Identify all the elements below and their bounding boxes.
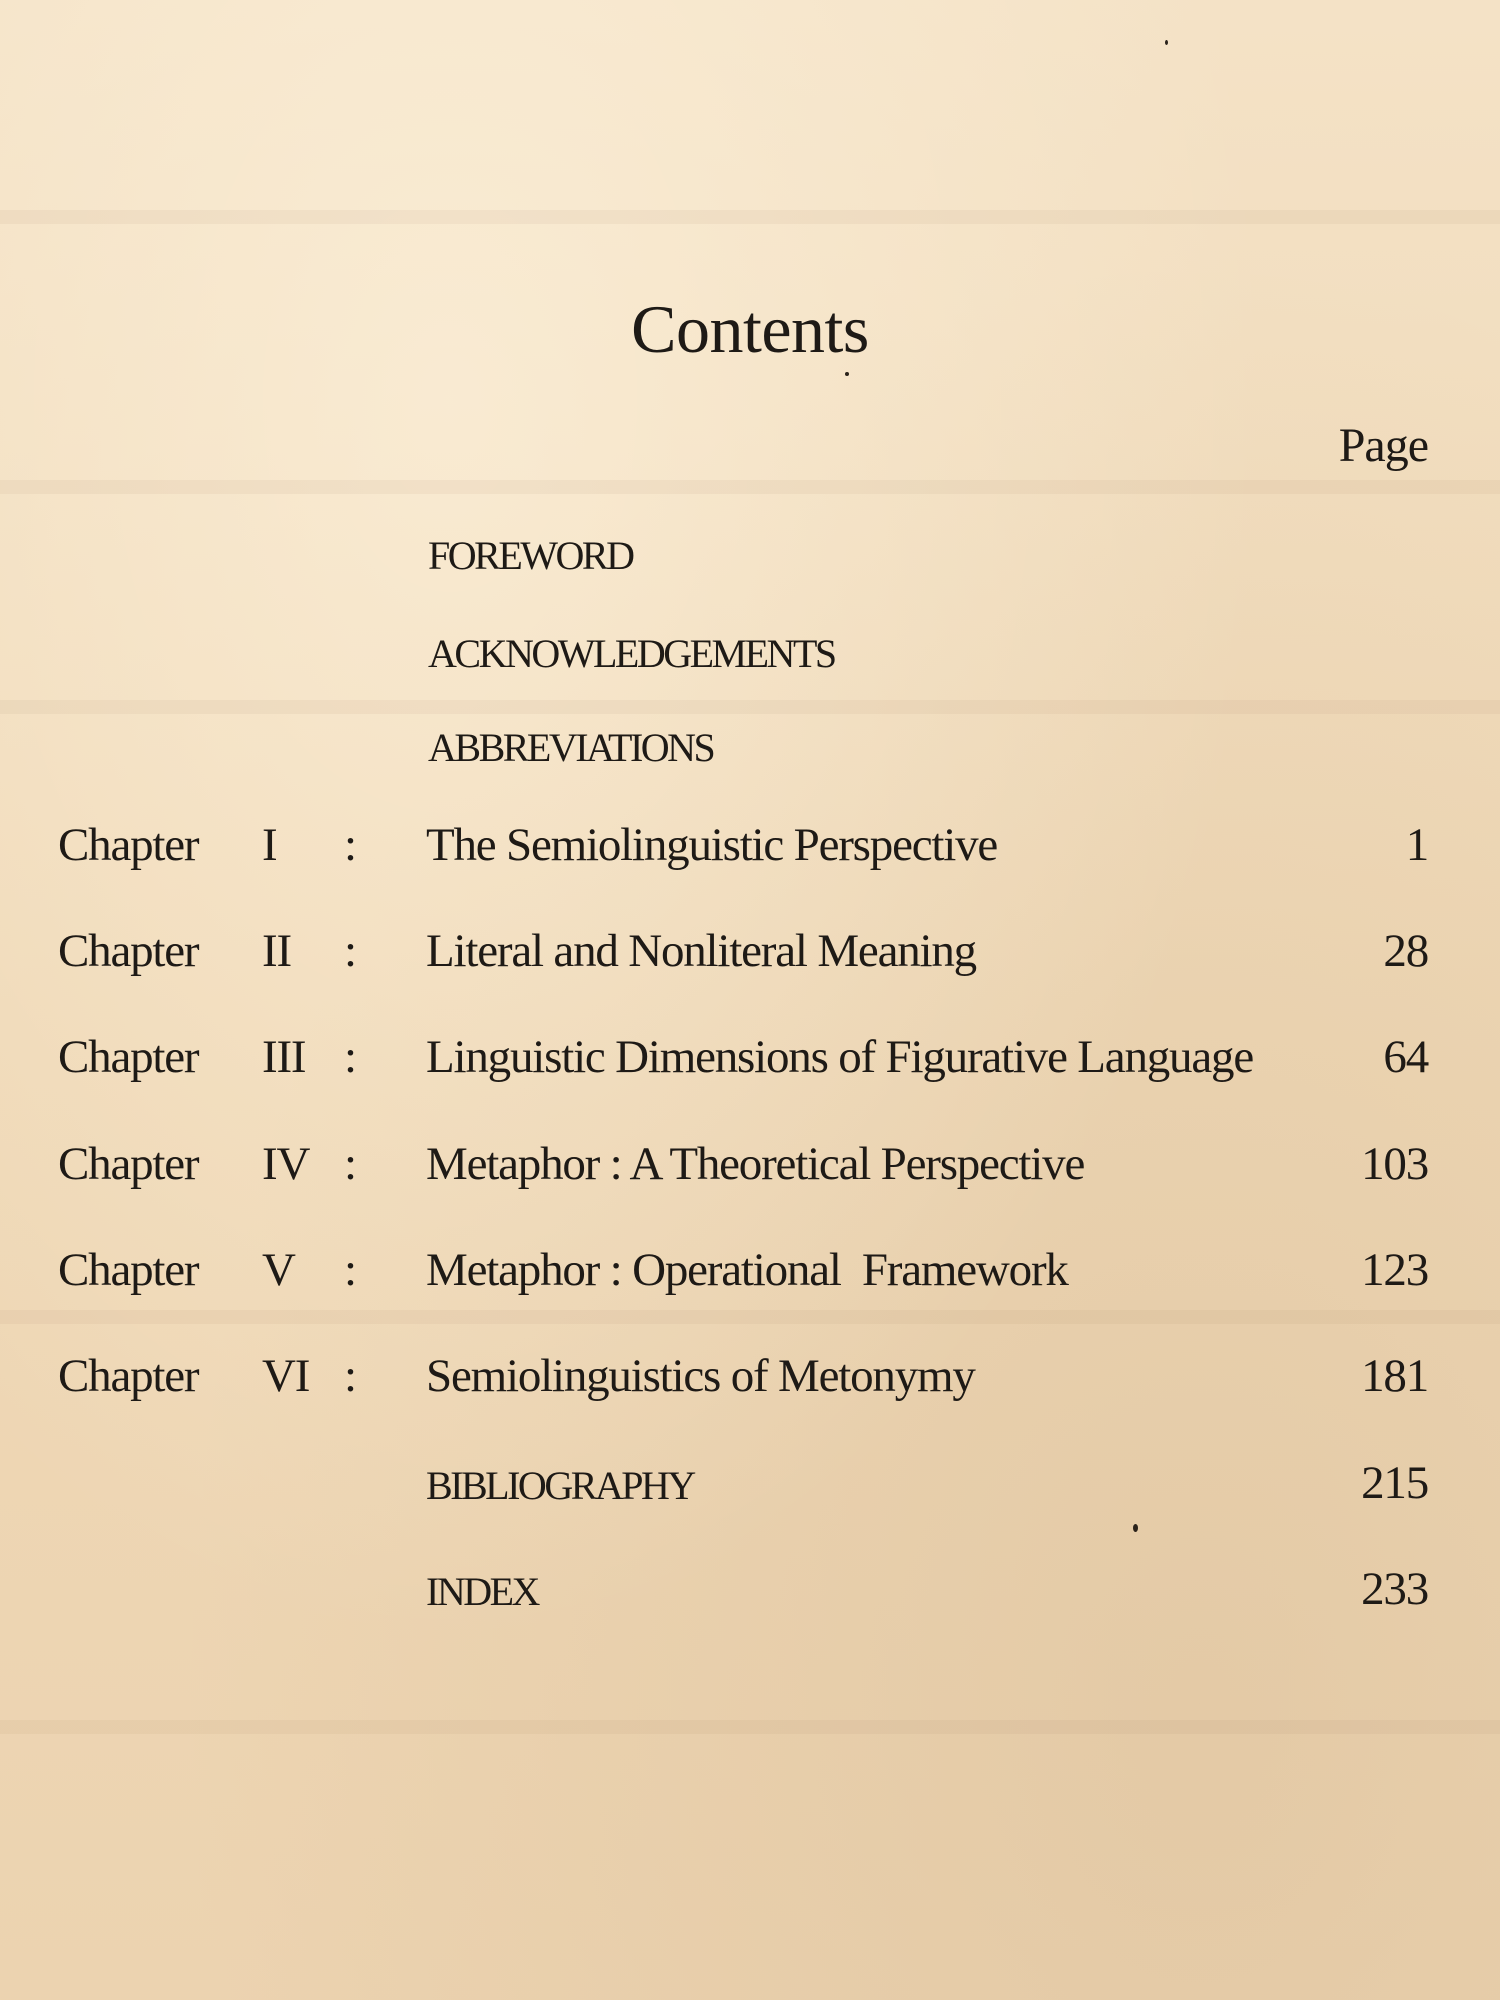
show-through-line — [0, 1720, 1500, 1734]
back-matter-page-number: 233 — [1361, 1563, 1428, 1615]
chapter-separator: : — [344, 1138, 356, 1190]
front-matter-abbreviations[interactable]: ABBREVIATIONS — [428, 725, 714, 770]
back-matter-title[interactable]: BIBLIOGRAPHY — [426, 1463, 694, 1508]
page-title: Contents — [631, 291, 869, 367]
toc-row-index[interactable] — [0, 1562, 1500, 1632]
chapter-label: Chapter — [58, 1138, 199, 1190]
chapter-page-number: 103 — [1361, 1138, 1428, 1190]
toc-row-chapter-5[interactable] — [0, 1243, 1500, 1313]
chapter-page-number: 64 — [1383, 1031, 1428, 1083]
chapter-separator: : — [344, 925, 356, 977]
chapter-separator: : — [344, 1031, 356, 1083]
back-matter-title[interactable]: INDEX — [426, 1569, 538, 1614]
ink-speck — [1133, 1524, 1138, 1532]
ink-speck — [1165, 40, 1168, 45]
toc-row-bibliography[interactable] — [0, 1456, 1500, 1526]
chapter-title[interactable]: Literal and Nonliteral Meaning — [426, 925, 976, 977]
chapter-label: Chapter — [58, 1350, 199, 1402]
toc-row-chapter-4[interactable] — [0, 1137, 1500, 1207]
show-through-line — [0, 480, 1500, 494]
chapter-number: II — [262, 925, 291, 977]
chapter-separator: : — [344, 1350, 356, 1402]
chapter-label: Chapter — [58, 925, 199, 977]
chapter-page-number: 123 — [1361, 1244, 1428, 1296]
chapter-number: IV — [262, 1138, 310, 1190]
toc-row-chapter-2[interactable] — [0, 924, 1500, 994]
chapter-label: Chapter — [58, 1031, 199, 1083]
chapter-title[interactable]: Linguistic Dimensions of Figurative Language — [426, 1031, 1253, 1083]
chapter-title[interactable]: Semiolinguistics of Metonymy — [426, 1350, 975, 1402]
chapter-label: Chapter — [58, 1244, 199, 1296]
ink-speck — [845, 372, 849, 376]
chapter-separator: : — [344, 819, 356, 871]
show-through-line — [0, 700, 1500, 714]
chapter-page-number: 181 — [1361, 1350, 1428, 1402]
chapter-number: VI — [262, 1350, 310, 1402]
chapter-number: V — [262, 1244, 295, 1296]
front-matter-acknowledgements[interactable]: ACKNOWLEDGEMENTS — [428, 631, 835, 676]
front-matter-foreword[interactable]: FOREWORD — [428, 533, 633, 578]
chapter-title[interactable]: Metaphor : Operational Framework — [426, 1244, 1068, 1296]
toc-row-chapter-3[interactable] — [0, 1030, 1500, 1100]
chapter-title[interactable]: Metaphor : A Theoretical Perspective — [426, 1138, 1085, 1190]
chapter-separator: : — [344, 1244, 356, 1296]
page-column-label: Page — [1338, 419, 1428, 472]
chapter-page-number: 28 — [1383, 925, 1428, 977]
toc-row-chapter-1[interactable] — [0, 818, 1500, 888]
chapter-page-number: 1 — [1405, 819, 1428, 871]
chapter-title[interactable]: The Semiolinguistic Perspective — [426, 819, 998, 871]
back-matter-page-number: 215 — [1361, 1457, 1428, 1509]
chapter-label: Chapter — [58, 819, 199, 871]
chapter-number: III — [262, 1031, 306, 1083]
toc-row-chapter-6[interactable] — [0, 1349, 1500, 1419]
show-through-line — [0, 210, 1500, 224]
chapter-number: I — [262, 819, 277, 871]
